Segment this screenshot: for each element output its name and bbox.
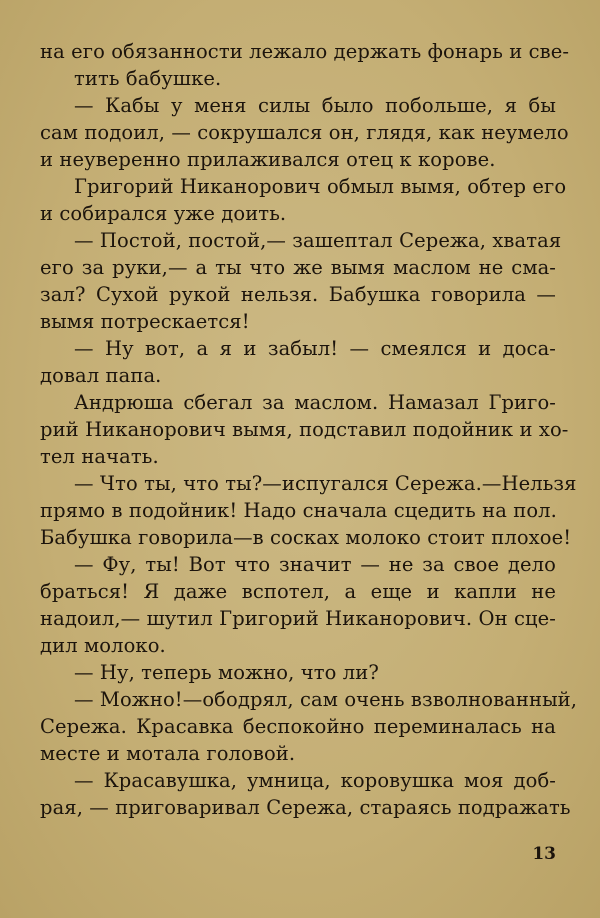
page-text bbox=[40, 38, 578, 821]
text-line: дил молоко. bbox=[40, 634, 166, 657]
text-line: — Кабы у меня силы было побольше, я бы bbox=[74, 94, 556, 117]
text-line: тел начать. bbox=[40, 445, 159, 468]
text-line: месте и мотала головой. bbox=[40, 742, 296, 765]
text-line: тить бабушке. bbox=[74, 67, 222, 90]
text-line: на его обязанности лежало держать фонарь и све- bbox=[40, 40, 570, 63]
text-line: — Ну, теперь можно, что ли? bbox=[74, 661, 379, 684]
text-line: рий Никанорович вымя, подставил подойник и хо- bbox=[40, 418, 569, 441]
text-line: прямо в подойник! Надо сначала сцедить на пол. bbox=[40, 499, 557, 522]
text-line: — Постой, постой,— зашептал Сережа, хватая bbox=[74, 229, 562, 252]
text-line: Андрюша сбегал за маслом. Намазал Григо- bbox=[74, 391, 556, 414]
text-line: браться! Я даже вспотел, а еще и капли не bbox=[40, 580, 556, 603]
text-line: — Что ты, что ты?—испугался Сережа.—Нельзя bbox=[74, 472, 577, 495]
text-line: сам подоил, — сокрушался он, глядя, как неумело bbox=[40, 121, 569, 144]
text-line: надоил,— шутил Григорий Никанорович. Он сце- bbox=[40, 607, 556, 630]
text-line: — Можно!—ободрял, сам очень взволнованный, bbox=[74, 688, 578, 711]
text-line: — Фу, ты! Вот что значит — не за свое дело bbox=[74, 553, 556, 576]
text-line: Сережа. Красавка беспокойно переминалась на bbox=[40, 715, 556, 738]
text-line: зал? Сухой рукой нельзя. Бабушка говорила — bbox=[40, 283, 556, 306]
page-number: 13 bbox=[532, 844, 556, 864]
text-line: — Ну вот, а я и забыл! — смеялся и доса- bbox=[74, 337, 556, 360]
text-line: и неуверенно прилаживался отец к корове. bbox=[40, 148, 496, 171]
text-line: и собирался уже доить. bbox=[40, 202, 287, 225]
text-line: рая, — приговаривал Сережа, стараясь подражать bbox=[40, 796, 571, 819]
text-line: — Красавушка, умница, коровушка моя доб- bbox=[74, 769, 556, 792]
text-line: Григорий Никанорович обмыл вымя, обтер его bbox=[74, 175, 567, 198]
text-line: Бабушка говорила—в сосках молоко стоит плохое! bbox=[40, 526, 572, 549]
text-line: довал папа. bbox=[40, 364, 162, 387]
text-line: вымя потрескается! bbox=[40, 310, 250, 333]
text-line: его за руки,— а ты что же вымя маслом не сма- bbox=[40, 256, 556, 279]
